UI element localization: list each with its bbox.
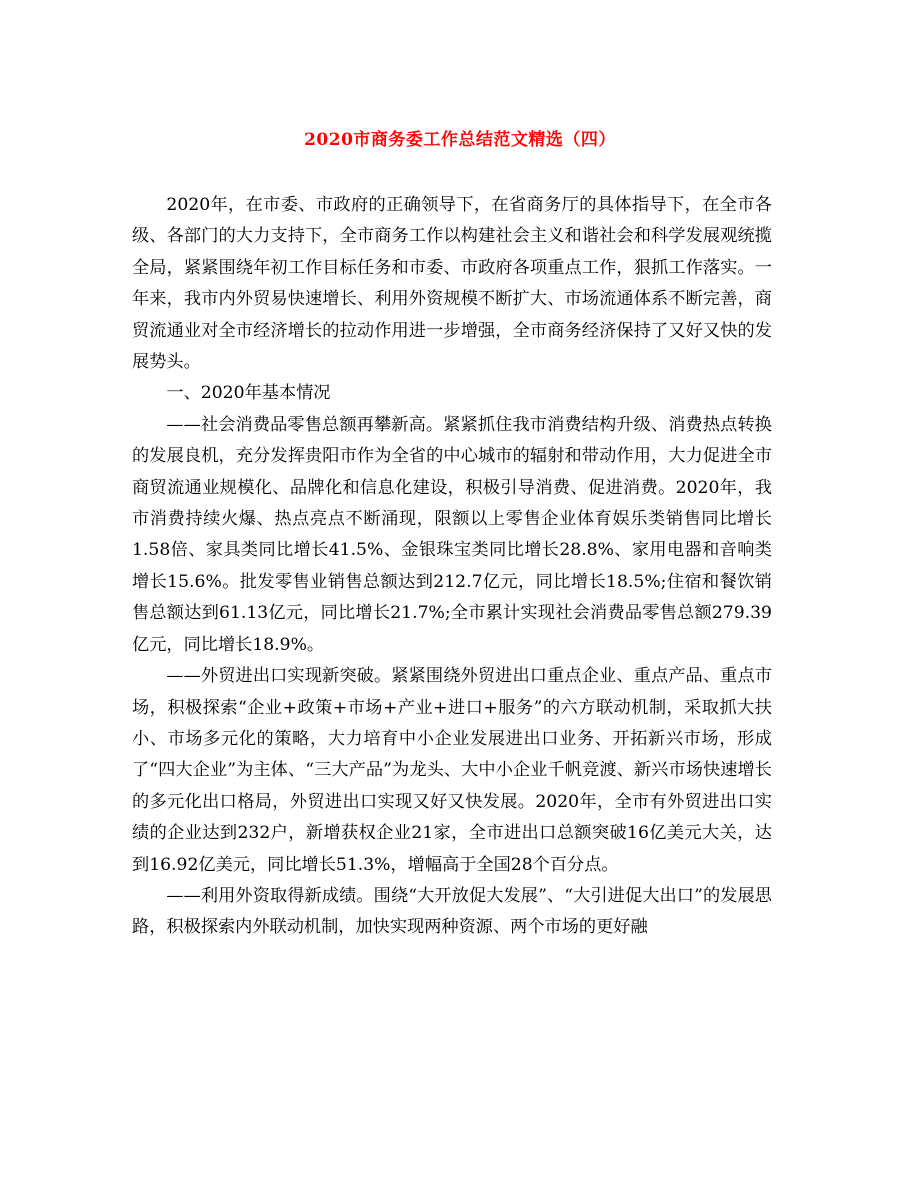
paragraph-retail: ——社会消费品零售总额再攀新高。紧紧抓住我市消费结构升级、消费热点转换的发展良机，充分发挥贵阳市作为全省的中心城市的辐射和带动作用，大力促进全市商贸流通业规模化、品牌化和信息化建设，积极引导消费、促进消费。2020年，我市消费持续火爆、热点亮点不断涌现，限额以上零售企业体育娱乐类销售同比增长1.58倍、家具类同比增长41.5%、金银珠宝类同比增长28.8%、家用电器和音响类增长15.6%。批发零售业销售总额达到212.7亿元，同比增长18.5%;住宿和餐饮销售总额达到61.13亿元，同比增长21.7%;全市累计实现社会消费品零售总额279.39亿元，同比增长18.9%。 bbox=[132, 414, 772, 655]
section-heading: 一、2020年基本情况 bbox=[166, 383, 331, 404]
paragraph-foreign-investment: ——利用外资取得新成绩。围绕“大开放促大发展”、“大引进促大出口”的发展思路，积极探索内外联动机制，加快实现两种资源、两个市场的更好融 bbox=[132, 885, 772, 938]
paragraph-foreign-trade: ——外贸进出口实现新突破。紧紧围绕外贸进出口重点企业、重点产品、重点市场，积极探索“企业+政策+市场+产业+进口+服务”的六方联动机制，采取抓大扶小、市场多元化的策略，大力培育中小企业发展进出口业务、开拓新兴市场，形成了“四大企业”为主体、“三大产品”为龙头、大中小企业千帆竞渡、新兴市场快速增长的多元化出口格局，外贸进出口实现又好又快发展。2020年，全市有外贸进出口实绩的企业达到232户，新增获权企业21家，全市进出口总额突破16亿美元大关，达到16.92亿美元，同比增长51.3%，增幅高于全国28个百分点。 bbox=[132, 666, 772, 875]
document-body bbox=[132, 190, 772, 944]
paragraph-intro: 2020年，在市委、市政府的正确领导下，在省商务厅的具体指导下，在全市各级、各部门的大力支持下，全市商务工作以构建社会主义和谐社会和科学发展观统揽全局，紧紧围绕年初工作目标任务和市委、市政府各项重点工作，狠抓工作落实。一年来，我市内外贸易快速增长、利用外资规模不断扩大、市场流通体系不断完善，商贸流通业对全市经济增长的拉动作用进一步增强，全市商务经济保持了又好又快的发展势头。 bbox=[132, 195, 772, 373]
document-title: 2020市商务委工作总结范文精选（四） bbox=[304, 130, 616, 150]
